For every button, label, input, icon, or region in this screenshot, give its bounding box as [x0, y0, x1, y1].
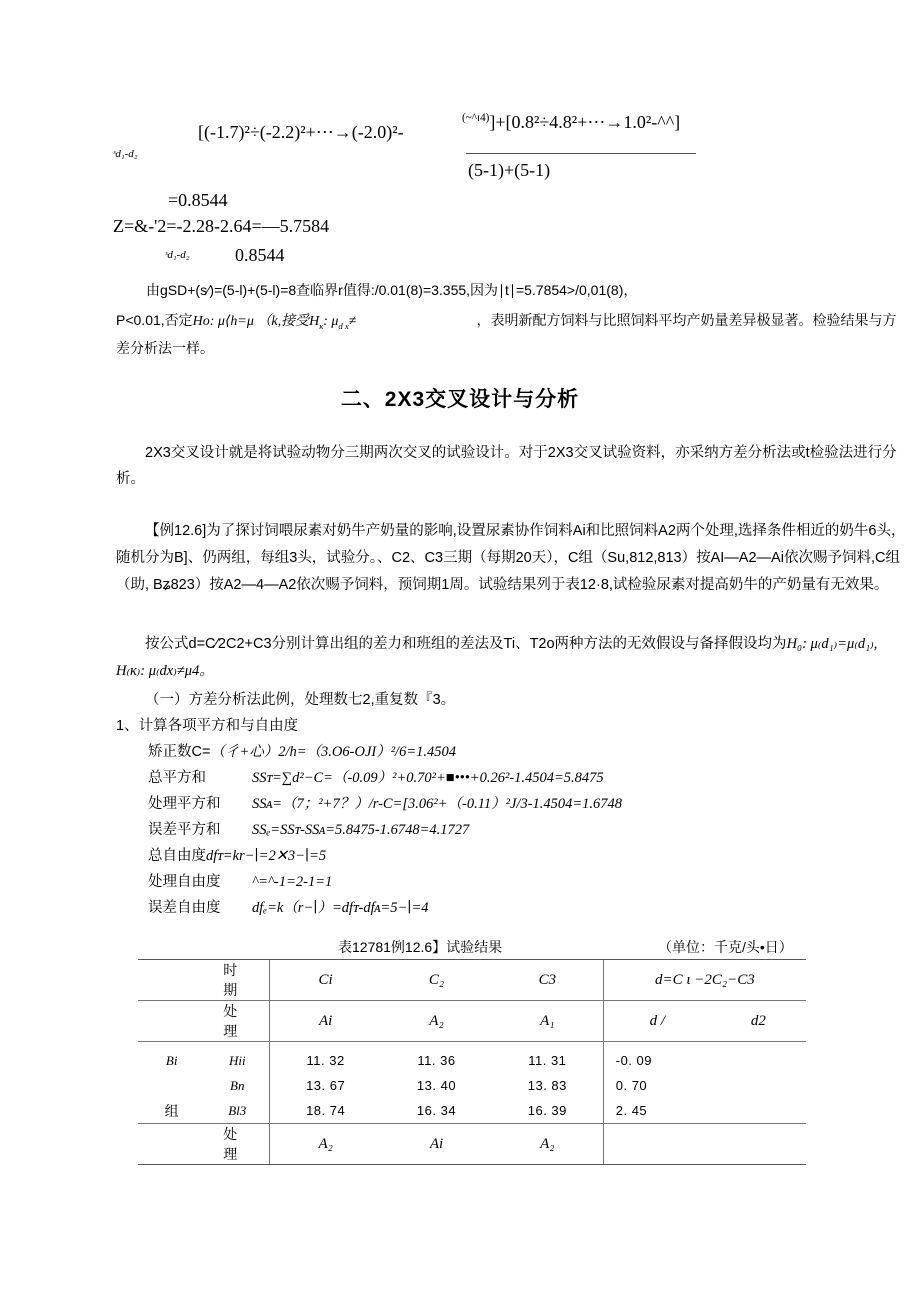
header-treatment-label: 处 理 [205, 1001, 269, 1042]
equation-row [148, 870, 332, 891]
paragraph-example: 【例12.6]为了探讨饲喂尿素对奶牛产奶量的影响,设置尿素协作饲料Ai和比照饲料A2两个处理,选择条件相近的奶牛6头，随机分为B]、仍两组，每组3头，试验分。、C2、C3三期（每期20天），C组（Su,812,813）按AI—A2—Ai依次赐予饲料,C组（助, Bʑ823）按A2—4—A2依次赐予饲料，预饲期1周。试验结果列于表12·8,试检验尿素对提高奶牛的产奶量有无效果。 [116, 523, 906, 593]
equation-label: 误差自由度 [148, 900, 221, 916]
paragraph-formula-d-text: 按公式d=C⁄2C2+C3分别计算出组的差力和班组的差法及Ti、T2o两种方法的无效假设与备择假设均为 [145, 636, 787, 652]
row-sub-label: Bl3 [228, 1102, 247, 1118]
formula-numerator-right [462, 112, 680, 133]
row-value-c2: 13. 40 [416, 1078, 457, 1093]
equation-label: 误差平方和 [148, 822, 221, 838]
equation-label: 总自由度 [148, 848, 206, 864]
row-value-c3: 11. 31 [492, 1042, 603, 1074]
conclusion-paragraph [116, 307, 906, 362]
equation-label: 处理自由度 [148, 874, 221, 890]
header-period-c3: C3 [492, 960, 603, 1001]
row-group-label: 组 [164, 1102, 179, 1119]
equation-expression: SSᴛ=∑d²−C=（-0.09）²+0.70²+■•••+0.26²-1.4504=5.8475 [252, 770, 604, 786]
footer-d2 [711, 1124, 806, 1165]
table-row [138, 1073, 806, 1098]
equation-label: 处理平方和 [148, 796, 221, 812]
table-header-row-2 [138, 1001, 806, 1042]
equation-row [148, 818, 469, 839]
paragraph-anova: （一）方差分析法此例，处理数七2,重复数『3。 [145, 692, 456, 708]
row-sub-label: Hii [205, 1042, 269, 1074]
formula-z-line: Z=&-'2=-2.28-2.64=—5.7584 [113, 216, 330, 236]
formula-result-1: =0.8544 [168, 190, 228, 210]
table-unit-note: （单位：千克/头•日） [658, 939, 793, 955]
section-heading: 二、2X3交叉设计与分析 [340, 388, 580, 411]
table-row [138, 1098, 806, 1124]
equation-expression: （彳+心）2/h=（3.O6-OJI）²/6=1.4504 [210, 744, 456, 760]
equation-row [148, 844, 326, 865]
header-period-c1: Ci [270, 960, 381, 1001]
formula-result-2: 0.8544 [235, 245, 285, 265]
conclusion-part-h: ，表明新配方饲料与比照饲料平均产奶量差异 [476, 312, 757, 328]
conclusion-hypothesis: Ho: μ⟨h=μ （k,接受 [192, 314, 310, 329]
row-value-d2 [711, 1098, 806, 1124]
conclusion-h-symbol: H [309, 314, 320, 329]
fraction-rule [466, 153, 696, 154]
conclusion-part-a: P<0.01,否定 [116, 312, 193, 328]
footer-c1: A₂ [270, 1124, 381, 1165]
equation-row [148, 792, 622, 813]
conclusion-mu: : μ [323, 314, 339, 329]
row-value-d1: -0. 09 [603, 1042, 711, 1074]
row-value-d2 [711, 1042, 806, 1074]
header-period-c2: C₂ [381, 960, 492, 1001]
formula-numerator-right-prefix: (~^ɪ4) [462, 112, 490, 124]
row-value-c2: 11. 36 [381, 1042, 492, 1074]
equation-row [148, 896, 428, 917]
result-table [138, 959, 806, 1165]
formula-numerator-right-main: ]+[0.8²÷4.8²+⋯→1.0²-^^] [489, 112, 681, 132]
equation-expression: dfₑ=k（r−∣）=dfᴛ-dfᴀ=5−∣=4 [252, 900, 429, 916]
equation-label: 矫正数C= [148, 744, 211, 760]
header-d-formula: d=C ι −2C₂−C3 [603, 960, 806, 1001]
footer-treatment-label: 处 理 [205, 1124, 269, 1165]
row-value-c1: 13. 67 [270, 1073, 381, 1098]
row-value-c2: 16. 34 [416, 1103, 457, 1118]
formula-numerator-left: [(-1.7)²÷(-2.2)²+⋯→(-2.0)²- [198, 122, 404, 142]
row-sub-label: Bn [230, 1077, 245, 1093]
equation-label: 总平方和 [148, 770, 206, 786]
conclusion-neq: ≠ [348, 314, 357, 329]
equation-expression: ^=^-1=2-1=1 [252, 874, 333, 890]
header-treatment-c3: A₁ [492, 1001, 603, 1042]
footer-d1 [603, 1124, 711, 1165]
row-group-label: Bi [138, 1042, 205, 1074]
formula-subscript-label-2: ˢd₁-d₂ [165, 249, 190, 261]
row-group-label [138, 1073, 205, 1098]
row-value-c3: 16. 39 [527, 1103, 567, 1118]
header-treatment-c1: Ai [270, 1001, 381, 1042]
footer-c2: Ai [381, 1124, 492, 1165]
conclusion-mu-subscript: d x [338, 320, 349, 331]
equation-row [148, 766, 604, 787]
formula-subscript-label-1: ˢd₁-d₂ [113, 148, 138, 160]
header-d1: d / [603, 1001, 711, 1042]
row-value-c1: 11. 32 [270, 1042, 381, 1074]
paragraph-formula-d-math: H₀: μ₍d₁₎=μ₍d₁₎, H₍ᴋ₎: μ₍dx₎≠μ4。 [116, 636, 878, 679]
equation-row [148, 740, 456, 761]
equation-expression: SSₑ=SSᴛ-SSᴀ=5.8475-1.6748=4.1727 [252, 822, 470, 838]
conclusion-part-i: 极显著。检验结果与方差分析法一样。 [116, 312, 897, 356]
paragraph-intro: 2X3交叉设计就是将试验动物分三期两次交叉的试验设计。对于2X3交叉试验资料，亦采纳方差分析法或t检验法进行分析。 [116, 445, 897, 487]
table-row [138, 1042, 806, 1074]
row-value-d1: 2. 45 [603, 1098, 711, 1124]
equation-expression: dfᴛ=kr−∣=2✕3−∣=5 [206, 848, 327, 864]
footer-c3: A₂ [492, 1124, 603, 1165]
paragraph-formula-d [116, 631, 908, 685]
top-formula-block [0, 0, 920, 290]
header-treatment-c2: A₂ [381, 1001, 492, 1042]
row-value-c3: 13. 83 [527, 1078, 567, 1093]
header-period-label: 时 期 [205, 960, 269, 1001]
table-caption-row [138, 935, 806, 959]
row-value-c1: 18. 74 [270, 1098, 381, 1124]
row-value-d1: 0. 70 [603, 1073, 711, 1098]
conclusion-h-subscript: ᴋ [319, 320, 324, 331]
paragraph-step1: 1、计算各项平方和与自由度 [116, 718, 299, 734]
formula-denominator-right: (5-1)+(5-1) [468, 160, 551, 180]
header-d2: d2 [711, 1001, 806, 1042]
result-table-wrapper [138, 935, 806, 1165]
table-header-row-1 [138, 960, 806, 1001]
table-title: 表12781例12.6】试验结果 [338, 939, 503, 955]
equation-expression: SSᴀ=（7；²+7？）/r-C=[3.06²+（-0.11）²J/3-1.4504=1.6748 [252, 796, 623, 812]
row-value-d2 [711, 1073, 806, 1098]
table-footer-row [138, 1124, 806, 1165]
critical-value-line: 由gSD+(s⁄)=(5-l)+(5-l)=8查临界r值得:/0.01(8)=3.355,因为∣t∣=5.7854>/0,01(8)， [146, 282, 638, 298]
